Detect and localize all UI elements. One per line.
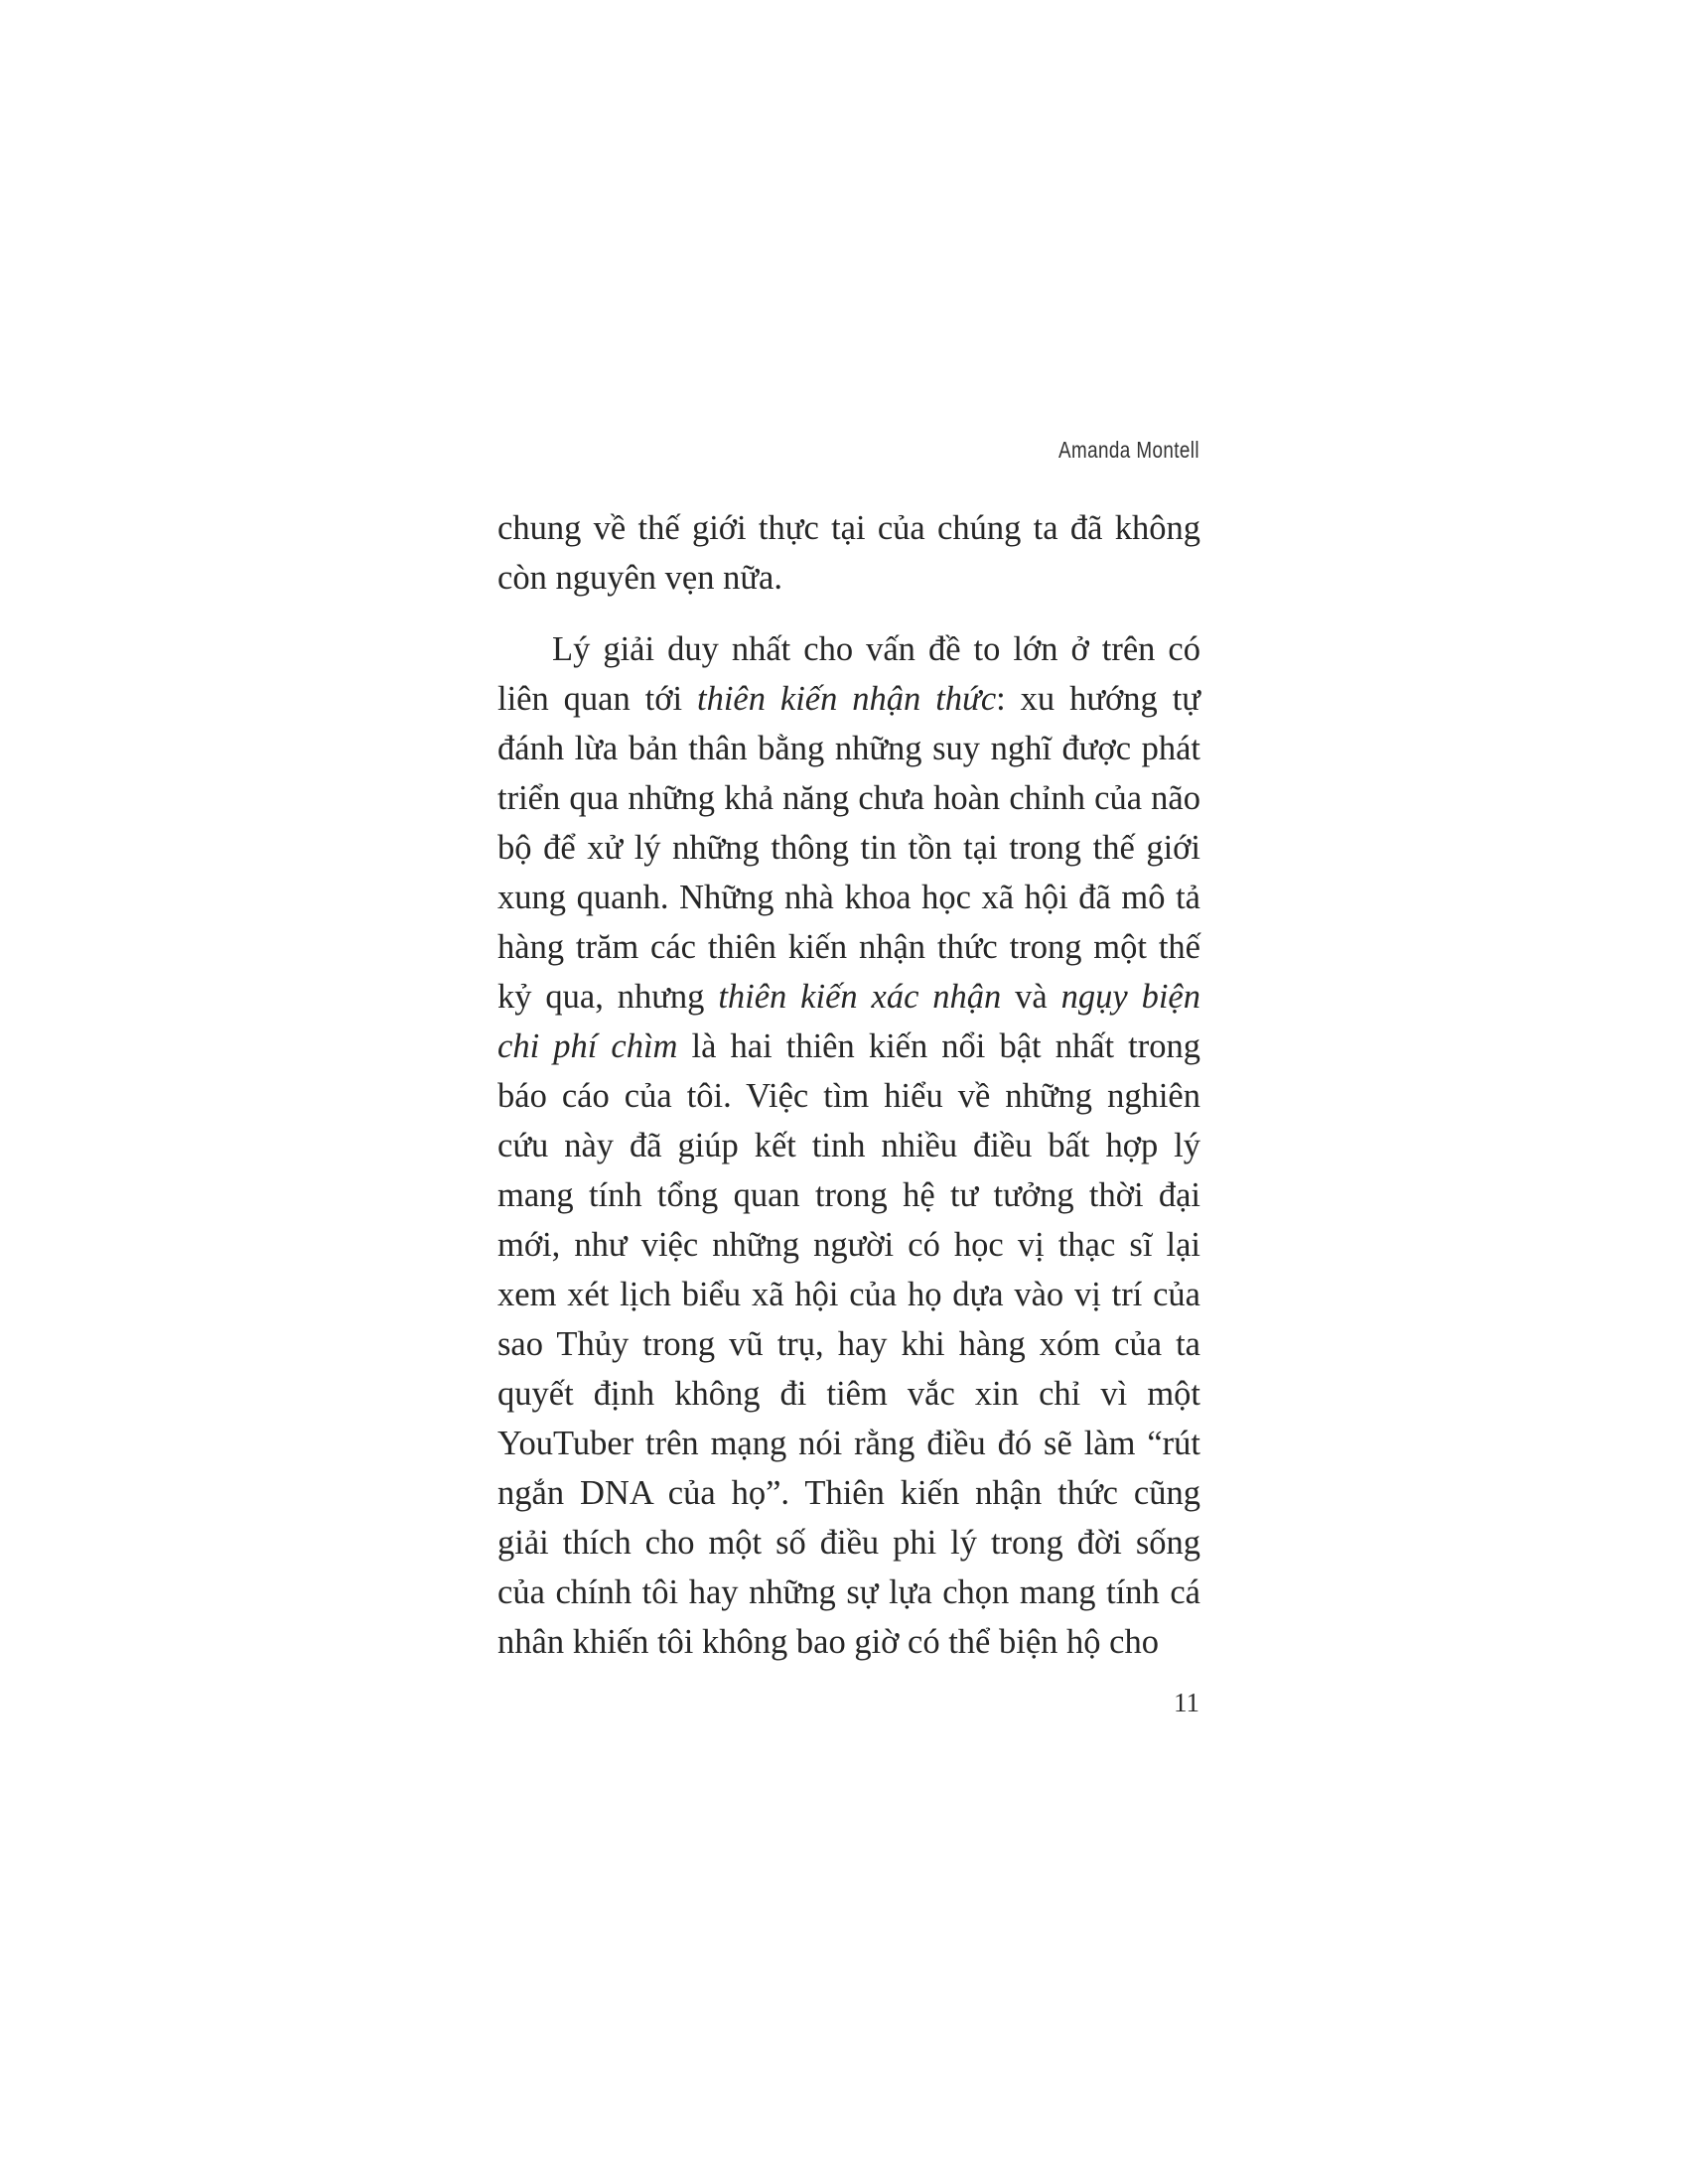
italic-term-cognitive-bias: thiên kiến nhận thức [696, 680, 997, 718]
running-header-author: Amanda Montell [1057, 437, 1199, 463]
paragraph-2-text: Lý giải duy nhất cho vấn đề to lớn ở trên có liên quan tới [497, 630, 1200, 718]
paragraph-2-text: và [1001, 978, 1061, 1016]
italic-term-sunk-cost-fallacy: ngụy biện chi phí chìm [497, 978, 1200, 1065]
italic-term-confirmation-bias: thiên kiến xác nhận [718, 978, 1002, 1016]
page-number: 11 [1174, 1688, 1199, 1717]
paragraph-2-text: : xu hướng tự đánh lừa bản thân bằng những suy nghĩ được phát triển qua những khả năng chưa hoàn chỉnh của não bộ để xử lý những thông tin tồn tại trong thế giới xung quanh. Những nhà khoa học xã hội đã mô tả hàng trăm các thiên kiến nhận thức trong một thế kỷ qua, nhưng [497, 680, 1200, 1016]
body-text [497, 503, 1200, 1667]
paragraph-2-text: là hai thiên kiến nổi bật nhất trong báo cáo của tôi. Việc tìm hiểu về những nghiên cứu này đã giúp kết tinh nhiều điều bất hợp lý mang tính tổng quan trong hệ tư tưởng thời đại mới, như việc những người có học vị thạc sĩ lại xem xét lịch biểu xã hội của họ dựa vào vị trí của sao Thủy trong vũ trụ, hay khi hàng xóm của ta quyết định không đi tiêm vắc xin chỉ vì một YouTuber trên mạng nói rằng điều đó sẽ làm “rút ngắn DNA của họ”. Thiên kiến nhận thức cũng giải thích cho một số điều phi lý trong đời sống của chính tôi hay những sự lựa chọn mang tính cá nhân khiến tôi không bao giờ có thể biện hộ cho [497, 1027, 1201, 1661]
paragraph-2 [497, 624, 1200, 1667]
paragraph-1: chung về thế giới thực tại của chúng ta đã không còn nguyên vẹn nữa. [497, 509, 1200, 597]
